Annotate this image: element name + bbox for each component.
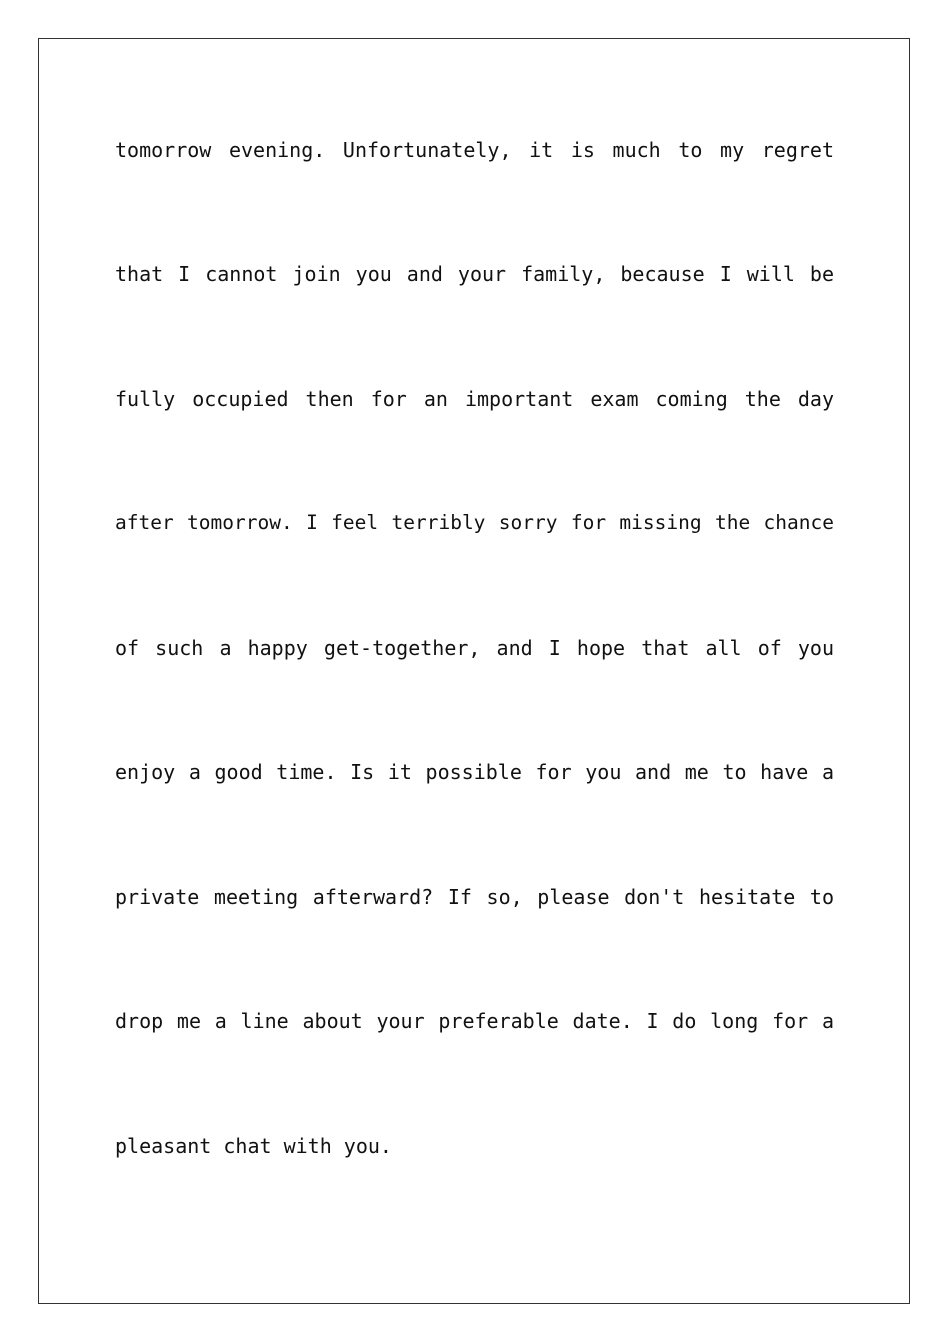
text-line-2: that I cannot join you and your family, because I will be <box>115 262 834 286</box>
text-line-8: drop me a line about your preferable date. I do long for a <box>115 1009 834 1033</box>
text-line-6: enjoy a good time. Is it possible for you and me to have a <box>115 760 834 784</box>
text-line-1: tomorrow evening. Unfortunately, it is much to my regret <box>115 138 834 162</box>
text-line-5: of such a happy get-together, and I hope that all of you <box>115 636 834 660</box>
text-line-3: fully occupied then for an important exam coming the day <box>115 387 834 411</box>
text-line-9: pleasant chat with you. <box>115 1134 392 1158</box>
page-border <box>38 38 910 1304</box>
text-line-4: after tomorrow. I feel terribly sorry for missing the chance <box>115 511 834 534</box>
text-line-7: private meeting afterward? If so, please don't hesitate to <box>115 885 834 909</box>
